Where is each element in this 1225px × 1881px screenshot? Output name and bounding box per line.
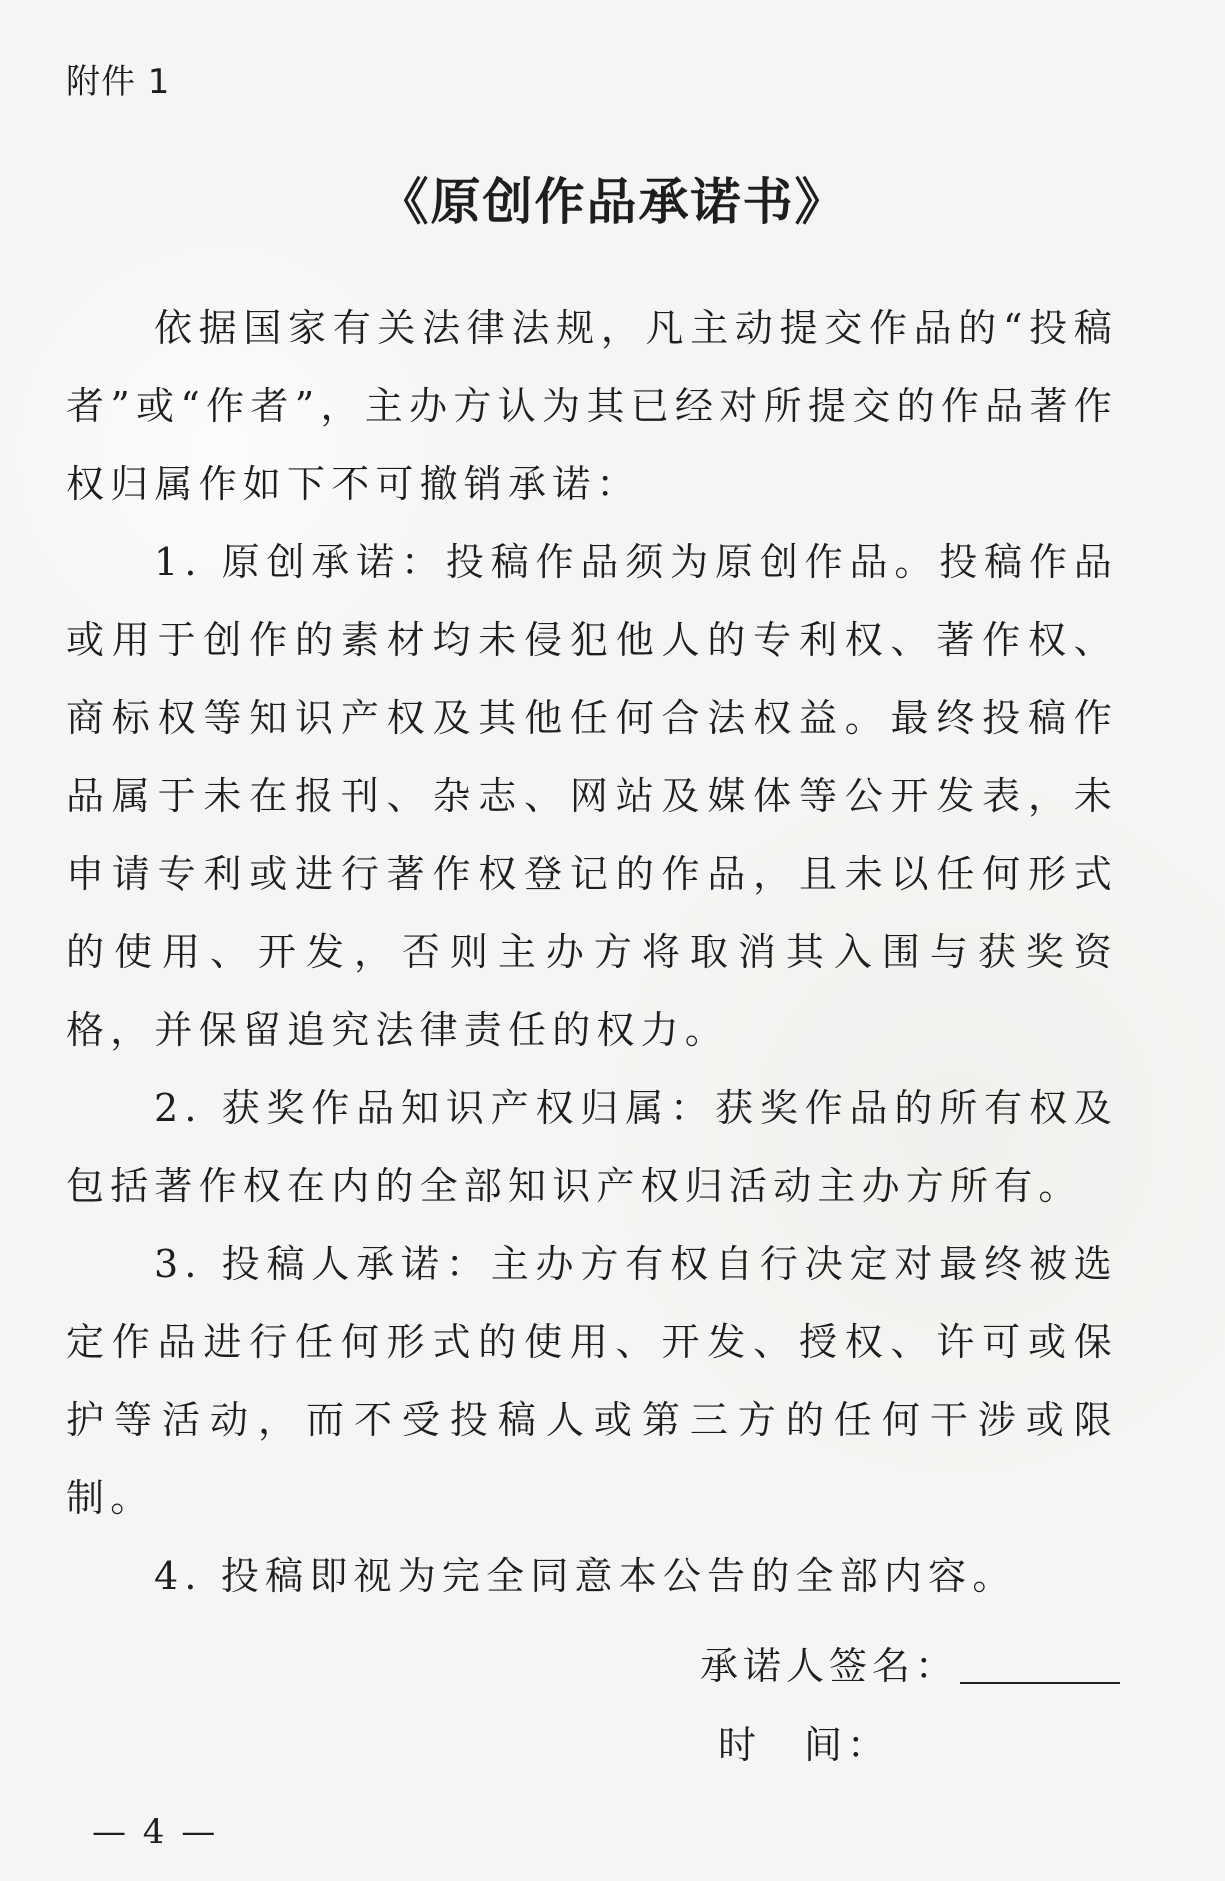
time-label: 时 间： bbox=[718, 1723, 891, 1767]
signature-line bbox=[960, 1682, 1120, 1684]
attachment-label: 附件 1 bbox=[66, 62, 171, 102]
commitment-paragraph-4: 4. 投稿即视为完全同意本公告的全部内容。 bbox=[154, 1554, 1017, 1598]
signature-label: 承诺人签名： bbox=[700, 1644, 959, 1688]
signature-row bbox=[700, 1640, 1120, 1692]
document-title: 《原创作品承诺书》 bbox=[378, 172, 847, 231]
commitment-paragraph-3: 3. 投稿人承诺：主办方有权自行决定对最终被选定作品进行任何形式的使用、开发、授权、许可或保护等活动，而不受投稿人或第三方的任何干涉或限制。 bbox=[66, 1242, 1118, 1520]
document-body bbox=[66, 289, 1118, 1615]
page-number: — 4 — bbox=[92, 1812, 219, 1852]
commitment-paragraph-1: 1. 原创承诺：投稿作品须为原创作品。投稿作品或用于创作的素材均未侵犯他人的专利权、著作权、商标权等知识产权及其他任何合法权益。最终投稿作品属于未在报刊、杂志、网站及媒体等公开发表，未申请专利或进行著作权登记的作品，且未以任何形式的使用、开发，否则主办方将取消其入围与获奖资格，并保留追究法律责任的权力。 bbox=[66, 540, 1118, 1052]
intro-paragraph: 依据国家有关法律法规，凡主动提交作品的“投稿者”或“作者”，主办方认为其已经对所提交的作品著作权归属作如下不可撤销承诺： bbox=[66, 306, 1118, 506]
commitment-paragraph-2: 2. 获奖作品知识产权归属：获奖作品的所有权及包括著作权在内的全部知识产权归活动主办方所有。 bbox=[66, 1086, 1118, 1208]
